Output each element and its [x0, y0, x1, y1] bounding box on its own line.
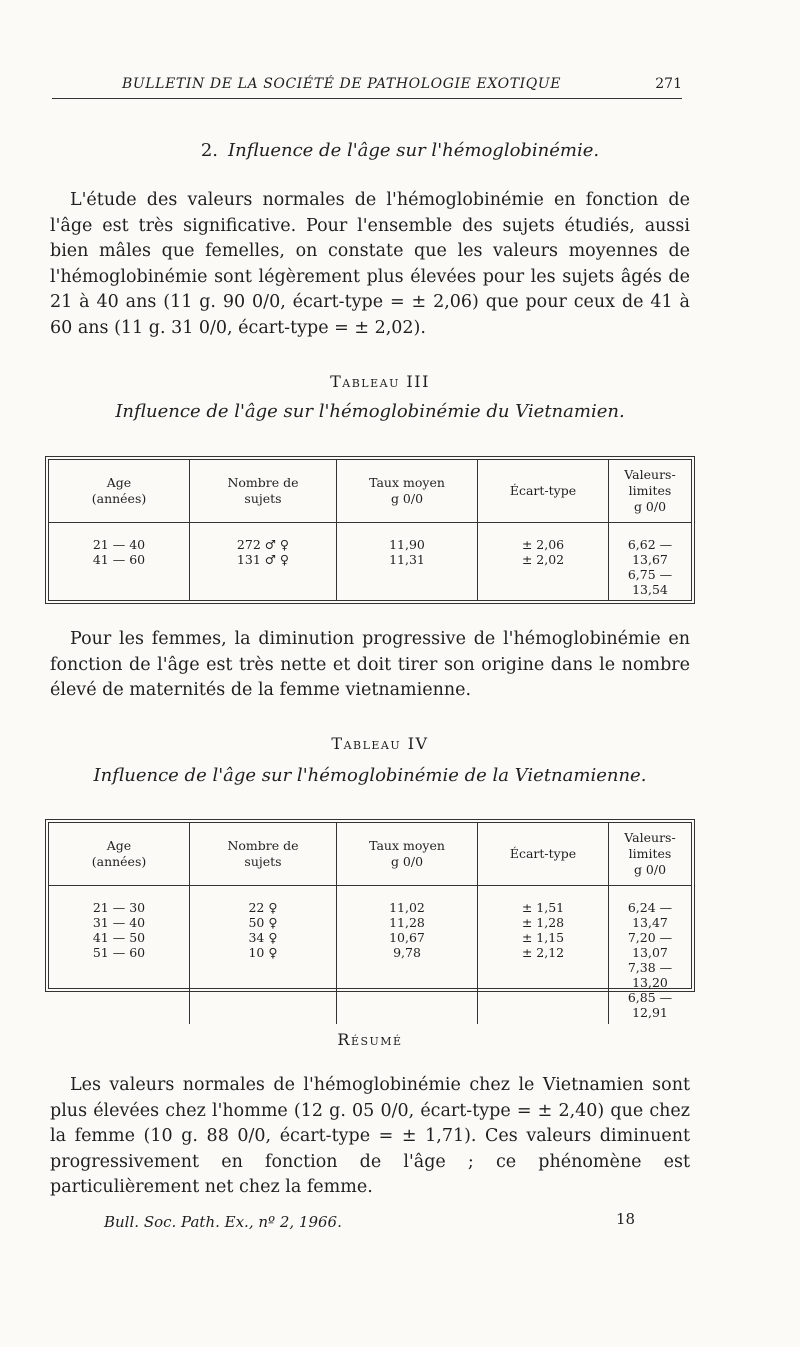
paragraph-resume: Les valeurs normales de l'hémoglobinémie chez le Vietnamien sont plus élevées chez l'homme (12 g. 05 0/0, écart-type = ± 2,40) que chez la femme (10 g. 88 0/0, écart-type = ± 1,71). Ces valeurs diminuent progressivement en fonction de l'âge ; ce phénomène est particulièrement net chez la femme. [50, 1075, 690, 1197]
table3-col-age: 21 — 40 41 — 60 [92, 536, 146, 567]
journal-title: BULLETIN DE LA SOCIÉTÉ DE PATHOLOGIE EXOTIQUE [122, 76, 562, 92]
table3-col-limits: 6,62 — 13,67 6,75 — 13,54 [609, 522, 692, 601]
table4 [48, 822, 692, 1020]
section-title: Influence de l'âge sur l'hémoglobinémie. [228, 140, 600, 161]
footer-sheet-number: 18 [616, 1210, 636, 1228]
table4-header-mean: Taux moyen g 0/0 [337, 823, 478, 885]
table3-header-row [49, 460, 691, 522]
running-header [52, 76, 682, 99]
table-row [49, 885, 691, 1024]
page-number: 271 [655, 76, 682, 92]
table4-col-count: 22 ♀ 50 ♀ 34 ♀ 10 ♀ [190, 885, 337, 1024]
table3-header-age: Age (années) [49, 460, 190, 522]
table4-header-age: Age (années) [49, 823, 190, 885]
table4-label: Tableau IV [331, 734, 429, 753]
table3 [48, 459, 692, 601]
paragraph-age-intro: L'étude des valeurs normales de l'hémoglobinémie en fonction de l'âge est très significative. Pour l'ensemble des sujets étudiés, aussi bien mâles que femelles, on constate que les valeurs moyennes de l'hémoglobinémie sont légèrement plus élevées pour les sujets âgés de 21 à 40 ans (11 g. 90 0/0, écart-type = ± 2,06) que pour ceux de 41 à 60 ans (11 g. 31 0/0, écart-type = ± 2,02). [50, 190, 690, 338]
paragraph-women: Pour les femmes, la diminution progressive de l'hémoglobinémie en fonction de l'âge est très nette et doit tirer son origine dans le nombre élevé de maternités de la femme vietnamienne. [50, 629, 690, 700]
table4-col-limits: 6,24 — 13,47 7,20 — 13,07 7,38 — 13,20 6,85 — 12,91 [609, 885, 692, 1024]
table4-caption: Influence de l'âge sur l'hémoglobinémie de la Vietnamienne. [93, 765, 647, 786]
table4-col-sd: ± 1,51 ± 1,28 ± 1,15 ± 2,12 [478, 885, 609, 1024]
resume-heading: Résumé [337, 1030, 403, 1049]
table4-header-sd: Écart-type [478, 823, 609, 885]
table-row [49, 522, 691, 601]
table3-col-sd: ± 2,06 ± 2,02 [478, 522, 609, 601]
section-number: 2. [200, 140, 219, 161]
table3-label: Tableau III [330, 372, 430, 391]
table4-col-mean: 11,02 11,28 10,67 9,78 [337, 885, 478, 1024]
table3-col-mean: 11,90 11,31 [337, 522, 478, 601]
table4-header-row [49, 823, 691, 885]
table4-col-age: 21 — 30 31 — 40 41 — 50 51 — 60 [92, 899, 146, 960]
table3-header-count: Nombre de sujets [190, 460, 337, 522]
section-heading [0, 140, 800, 161]
footer-citation: Bull. Soc. Path. Ex., nº 2, 1966. [104, 1213, 342, 1231]
table4-header-limits: Valeurs-limites g 0/0 [609, 823, 692, 885]
table4-header-count: Nombre de sujets [190, 823, 337, 885]
table3-caption: Influence de l'âge sur l'hémoglobinémie du Vietnamien. [115, 401, 625, 422]
table3-header-mean: Taux moyen g 0/0 [337, 460, 478, 522]
table3-header-limits: Valeurs-limites g 0/0 [609, 460, 692, 522]
table3-col-count: 272 ♂ ♀ 131 ♂ ♀ [190, 522, 337, 601]
table3-header-sd: Écart-type [478, 460, 609, 522]
